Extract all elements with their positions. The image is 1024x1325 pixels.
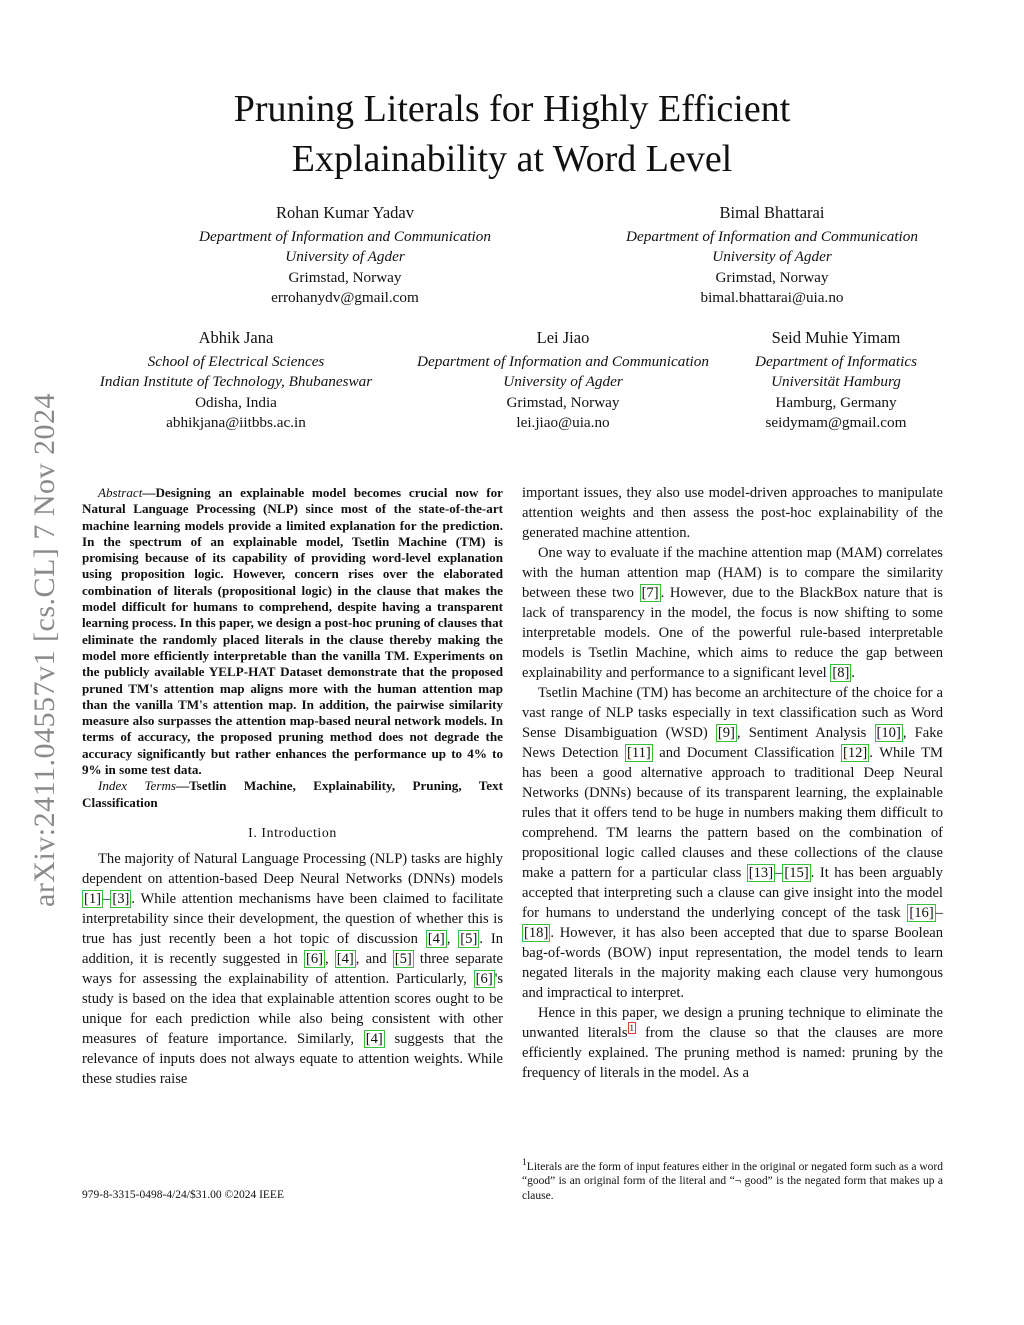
author-dept: School of Electrical Sciences [147, 352, 325, 370]
author-email[interactable]: errohanydv@gmail.com [271, 289, 419, 307]
author-block-jana [78, 328, 394, 434]
author-location: Hamburg, Germany [775, 393, 897, 411]
citation-link[interactable]: [4] [365, 1030, 383, 1047]
citation-link[interactable]: [13] [748, 865, 774, 881]
citation-link[interactable]: [11] [627, 745, 651, 761]
index-terms [82, 778, 503, 811]
footnote [522, 1156, 943, 1203]
author-org: University of Agder [712, 248, 832, 266]
author-org: Universität Hamburg [771, 373, 901, 391]
text-run: One way to evaluate if the machine attention map (MAM) correlates with the human attention map (HAM) is to compare the similarity between these two [522, 545, 943, 601]
copyright-notice: 979-8-3315-0498-4/24/$31.00 ©2024 IEEE [82, 1189, 284, 1201]
text-run: Tsetlin Machine (TM) has become an architecture of the choice for a vast range of NLP tasks especially in text classification such as Word Sense Disambiguation (WSD) [522, 685, 943, 741]
author-email[interactable]: abhikjana@iitbbs.ac.in [166, 414, 306, 432]
text-run: – [935, 905, 943, 921]
author-block-yadav [140, 203, 550, 309]
text-run: , Fake News Detection [522, 725, 943, 761]
footnote-mark: 1 [522, 1157, 527, 1168]
abstract-text: —Designing an explainable model becomes crucial now for Natural Language Processing (NLP) since most of the state-of-the-art machine learning models provide a limited explanation for the prediction. In the spectrum of an explainable model, Tsetlin Machine (TM) is promising because of its capability of providing word-level explanation using proposition logic. However, concern rises over the elaborated combination of literals (propositional logic) in the clause that makes the model difficult for humans to comprehend, despite having a transparent learning process. In this paper, we design a post-hoc pruning of clauses that eliminate the randomly placed literals in the clause thereby making the model more efficiently interpretable than the vanilla TM. Experiments on the publicly available YELP-HAT Dataset demonstrate that the proposed pruned TM's attention map aligns more with the human attention map than the vanilla TM's attention map. In addition, the pairwise similarity measure also surpasses the attention map-based neural network models. In terms of accuracy, the proposed pruning method does not degrade the accuracy significantly but rather enhances the performance up to 4% to 9% in some test data. [82, 485, 503, 778]
citation-link[interactable]: [16] [909, 905, 934, 921]
text-run: . While TM has been a good alternative approach to traditional Deep Neural Networks (DNNs) because of its transparent learning, the explainable rules that it offers tend to be huge in numbers making them difficult to comprehend. TM learns the pattern based on the combination of propositional logic called clauses and these collections of the clause make a pattern for a particular class [522, 745, 943, 881]
citation-link[interactable]: [7] [641, 585, 659, 601]
author-org: Indian Institute of Technology, Bhubaneswar [99, 373, 373, 391]
text-run: The majority of Natural Language Processing (NLP) tasks are highly dependent on attention-based Deep Neural Networks (DNNs) models [82, 850, 503, 887]
index-terms-text: —Tsetlin Machine, Explainability, Pruning, Text Classification [82, 778, 504, 810]
author-name: Bimal Bhattarai [719, 203, 825, 222]
citation-link[interactable]: [15] [784, 865, 809, 881]
paragraph: important issues, they also use model-driven approaches to manipulate attention weights and then assess the post-hoc explainability of the generated machine attention. [522, 485, 943, 541]
citation-link[interactable]: [5] [460, 930, 478, 947]
paragraph [522, 683, 943, 1003]
author-name: Abhik Jana [198, 328, 274, 347]
text-run: , Sentiment Analysis [736, 725, 875, 741]
title-line-1: Pruning Literals for Highly Efficient [233, 88, 791, 130]
left-column [82, 485, 503, 1089]
footnote-link[interactable]: 1 [629, 1023, 635, 1034]
paragraph [522, 1003, 943, 1083]
author-org: University of Agder [285, 248, 405, 266]
text-run: . In addition, it is recently suggested in [82, 930, 504, 967]
author-location: Grimstad, Norway [506, 393, 620, 411]
paper-title [150, 84, 874, 184]
text-run: , [446, 930, 459, 947]
intro-paragraph [82, 849, 503, 1089]
citation-link[interactable]: [12] [842, 745, 868, 761]
citation-link[interactable]: [8] [832, 665, 850, 681]
text-run: . However, due to the BlackBox nature that is lack of transparency in the model, the focus is now shifting to some interpretable models. One of the powerful rule-based interpretable models is Tsetlin Machine, which aims to reduce the gap between explainability and performance to a significant level [522, 585, 943, 681]
footnote-text: Literals are the form of input features either in the original or negated form such as a word “good” is an original form of the literal and “¬ good” is the negated form that makes up a clause. [522, 1160, 943, 1202]
text-run: 's study is based on the idea that explainable attention scores ought to be unique for each prediction while also being consistent with other measures of feature importance. Similarly, [82, 970, 503, 1047]
abstract-label: Abstract [98, 485, 143, 500]
text-run: three separate ways for assessing the explainability of attention. Particularly, [82, 950, 504, 987]
citation-link[interactable]: [6] [475, 970, 493, 987]
index-terms-label: Index Terms [98, 778, 177, 794]
paragraph [522, 543, 943, 683]
author-location: Odisha, India [195, 393, 277, 411]
citation-link[interactable]: [3] [112, 890, 130, 907]
author-name: Lei Jiao [536, 328, 590, 347]
author-block-yimam [736, 328, 936, 434]
author-dept: Department of Information and Communication [417, 352, 709, 370]
author-block-bhattarai [567, 203, 977, 309]
author-location: Grimstad, Norway [715, 268, 829, 286]
text-run: . However, it has also been accepted that due to sparse Boolean bag-of-words (BOW) input representation, the model tends to learn negated literals in the majority making each clause very humongous and impractical to interpret. [522, 925, 943, 1001]
title-line-2: Explainability at Word Level [291, 138, 733, 180]
text-run: – [103, 890, 111, 907]
text-run: . It has been arguably accepted that interpreting such a clause can give insight into the model for humans to understand the underlying concept of the task [522, 865, 943, 921]
citation-link[interactable]: [9] [717, 725, 735, 741]
author-dept: Department of Information and Communication [199, 227, 491, 245]
text-run: from the clause so that the clauses are more efficiently explained. The pruning method is named: pruning by the frequency of literals in the model. As a [522, 1025, 943, 1081]
abstract [82, 485, 503, 778]
text-run: . [851, 665, 856, 681]
citation-link[interactable]: [4] [336, 950, 354, 967]
text-run: – [775, 865, 783, 881]
author-block-jiao [396, 328, 730, 434]
text-run: , and [355, 950, 393, 967]
text-run: suggests that the relevance of inputs does not always equate to attention weights. While these studies raise [82, 1030, 504, 1087]
text-run: , [324, 950, 335, 967]
author-location: Grimstad, Norway [288, 268, 402, 286]
author-name: Rohan Kumar Yadav [276, 203, 414, 222]
section-heading-introduction: I. Introduction [248, 824, 337, 840]
author-org: University of Agder [503, 373, 623, 391]
text-run: . While attention mechanisms have been claimed to facilitate interpretability since their development, the question of whether this is true has just recently been a hot topic of discussion [82, 890, 503, 947]
citation-link[interactable]: [18] [524, 925, 549, 941]
text-run: and Document Classification [652, 745, 841, 761]
arxiv-stamp: arXiv:2411.04557v1 [cs.CL] 7 Nov 2024 [28, 393, 61, 907]
author-dept: Department of Informatics [755, 352, 917, 370]
citation-link[interactable]: [5] [394, 950, 412, 967]
text-run: Hence in this paper, we design a pruning technique to eliminate the unwanted literals [522, 1005, 943, 1041]
author-email[interactable]: bimal.bhattarai@uia.no [700, 289, 844, 307]
citation-link[interactable]: [4] [427, 930, 445, 947]
citation-link[interactable]: [1] [84, 890, 102, 907]
citation-link[interactable]: [6] [305, 950, 323, 967]
author-email[interactable]: lei.jiao@uia.no [516, 414, 610, 432]
author-email[interactable]: seidymam@gmail.com [765, 414, 907, 432]
author-name: Seid Muhie Yimam [771, 328, 901, 347]
right-column [522, 483, 943, 1083]
citation-link[interactable]: [10] [876, 725, 901, 741]
author-dept: Department of Information and Communication [626, 227, 918, 245]
